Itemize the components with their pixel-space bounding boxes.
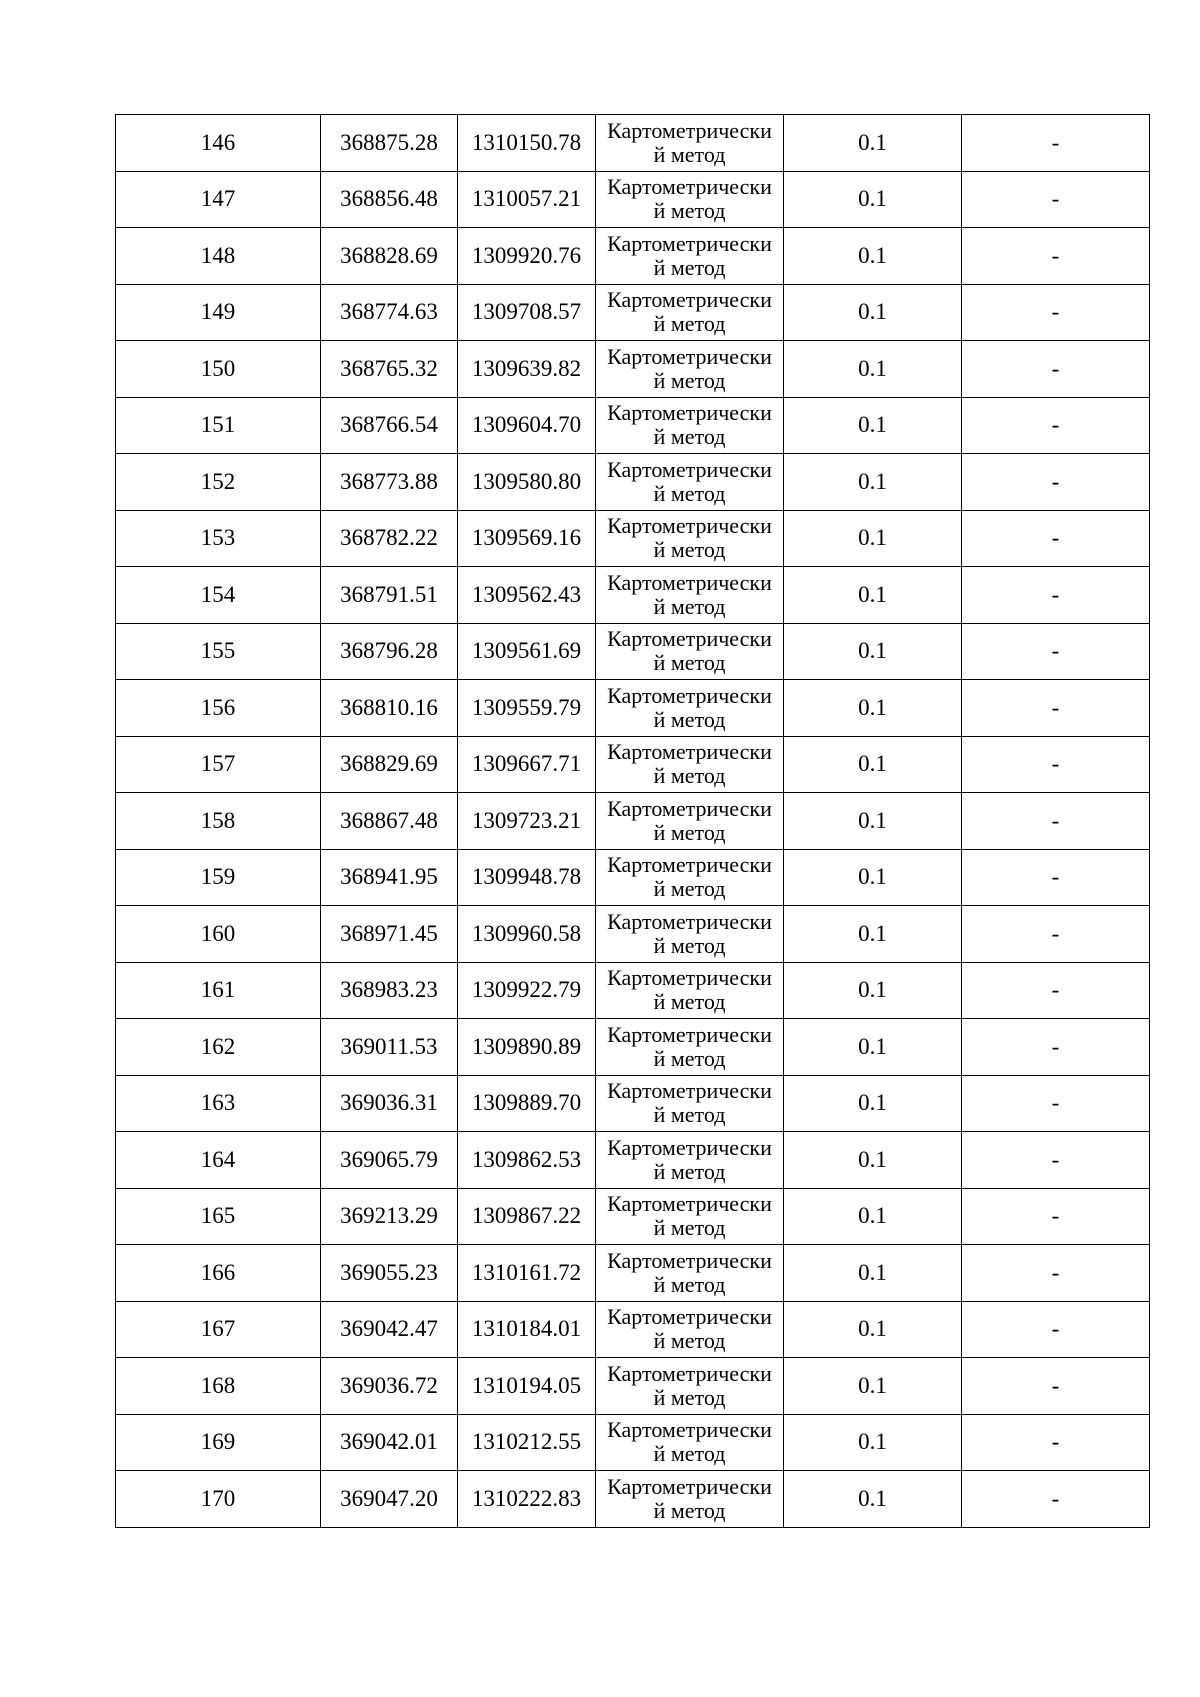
x-coordinate-cell: 368941.95	[321, 849, 458, 906]
x-coordinate-cell: 369065.79	[321, 1132, 458, 1189]
method-text-line-2: й метод	[653, 1271, 726, 1297]
point-number-cell: 165	[116, 1188, 321, 1245]
accuracy-cell: 0.1	[784, 567, 962, 624]
table-row	[116, 1301, 1150, 1358]
y-coordinate-cell: 1309889.70	[458, 1075, 596, 1132]
accuracy-cell: 0.1	[784, 1358, 962, 1415]
method-cell	[596, 623, 784, 680]
y-coordinate-cell: 1309604.70	[458, 397, 596, 454]
point-number-cell: 168	[116, 1358, 321, 1415]
note-cell: -	[962, 962, 1150, 1019]
accuracy-cell: 0.1	[784, 1075, 962, 1132]
x-coordinate-cell: 369036.72	[321, 1358, 458, 1415]
method-text-line-1: Картометрически	[607, 795, 772, 821]
accuracy-cell: 0.1	[784, 171, 962, 228]
method-cell	[596, 171, 784, 228]
y-coordinate-cell: 1309559.79	[458, 680, 596, 737]
method-cell	[596, 567, 784, 624]
table-row	[116, 567, 1150, 624]
x-coordinate-cell: 368791.51	[321, 567, 458, 624]
method-cell	[596, 906, 784, 963]
method-text-line-2: й метод	[653, 367, 726, 393]
accuracy-cell: 0.1	[784, 1132, 962, 1189]
method-cell	[596, 228, 784, 285]
note-cell: -	[962, 1019, 1150, 1076]
table-row	[116, 171, 1150, 228]
accuracy-cell: 0.1	[784, 1471, 962, 1528]
method-cell	[596, 1358, 784, 1415]
note-cell: -	[962, 1301, 1150, 1358]
accuracy-cell: 0.1	[784, 1414, 962, 1471]
y-coordinate-cell: 1310161.72	[458, 1245, 596, 1302]
note-cell: -	[962, 849, 1150, 906]
method-text-line-2: й метод	[653, 480, 726, 506]
y-coordinate-cell: 1309562.43	[458, 567, 596, 624]
method-text-line-2: й метод	[653, 254, 726, 280]
method-text-line-2: й метод	[653, 1045, 726, 1071]
table-row	[116, 228, 1150, 285]
accuracy-cell: 0.1	[784, 1301, 962, 1358]
y-coordinate-cell: 1310194.05	[458, 1358, 596, 1415]
accuracy-cell: 0.1	[784, 680, 962, 737]
point-number-cell: 162	[116, 1019, 321, 1076]
method-text-line-2: й метод	[653, 1102, 726, 1128]
accuracy-cell: 0.1	[784, 397, 962, 454]
y-coordinate-cell: 1309890.89	[458, 1019, 596, 1076]
y-coordinate-cell: 1309569.16	[458, 510, 596, 567]
table-row	[116, 680, 1150, 737]
method-text-line-1: Картометрически	[607, 343, 772, 369]
method-text-line-2: й метод	[653, 876, 726, 902]
method-text-line-2: й метод	[653, 1497, 726, 1523]
point-number-cell: 152	[116, 454, 321, 511]
note-cell: -	[962, 1132, 1150, 1189]
accuracy-cell: 0.1	[784, 736, 962, 793]
point-number-cell: 151	[116, 397, 321, 454]
note-cell: -	[962, 1358, 1150, 1415]
table-row	[116, 397, 1150, 454]
note-cell: -	[962, 906, 1150, 963]
method-text-line-1: Картометрически	[607, 1417, 772, 1443]
x-coordinate-cell: 369055.23	[321, 1245, 458, 1302]
table-row	[116, 962, 1150, 1019]
note-cell: -	[962, 736, 1150, 793]
x-coordinate-cell: 368971.45	[321, 906, 458, 963]
note-cell: -	[962, 397, 1150, 454]
x-coordinate-cell: 368828.69	[321, 228, 458, 285]
table-row	[116, 510, 1150, 567]
table-row	[116, 1358, 1150, 1415]
y-coordinate-cell: 1310150.78	[458, 115, 596, 172]
method-cell	[596, 1301, 784, 1358]
note-cell: -	[962, 680, 1150, 737]
method-cell	[596, 397, 784, 454]
note-cell: -	[962, 793, 1150, 850]
table-row	[116, 341, 1150, 398]
method-text-line-1: Картометрически	[607, 1304, 772, 1330]
method-cell	[596, 962, 784, 1019]
accuracy-cell: 0.1	[784, 115, 962, 172]
accuracy-cell: 0.1	[784, 1019, 962, 1076]
table-row	[116, 793, 1150, 850]
point-number-cell: 146	[116, 115, 321, 172]
table-row	[116, 1019, 1150, 1076]
note-cell: -	[962, 115, 1150, 172]
accuracy-cell: 0.1	[784, 510, 962, 567]
method-cell	[596, 1245, 784, 1302]
point-number-cell: 163	[116, 1075, 321, 1132]
method-text-line-1: Картометрически	[607, 569, 772, 595]
y-coordinate-cell: 1309667.71	[458, 736, 596, 793]
method-text-line-1: Картометрически	[607, 1191, 772, 1217]
point-number-cell: 161	[116, 962, 321, 1019]
x-coordinate-cell: 369036.31	[321, 1075, 458, 1132]
method-cell	[596, 510, 784, 567]
y-coordinate-cell: 1310222.83	[458, 1471, 596, 1528]
y-coordinate-cell: 1310057.21	[458, 171, 596, 228]
accuracy-cell: 0.1	[784, 1245, 962, 1302]
method-text-line-1: Картометрически	[607, 1134, 772, 1160]
note-cell: -	[962, 454, 1150, 511]
note-cell: -	[962, 284, 1150, 341]
table-row	[116, 849, 1150, 906]
accuracy-cell: 0.1	[784, 341, 962, 398]
y-coordinate-cell: 1309723.21	[458, 793, 596, 850]
method-text-line-2: й метод	[653, 1158, 726, 1184]
method-cell	[596, 1132, 784, 1189]
method-text-line-1: Картометрически	[607, 1078, 772, 1104]
note-cell: -	[962, 1414, 1150, 1471]
point-number-cell: 166	[116, 1245, 321, 1302]
table-row	[116, 1075, 1150, 1132]
method-cell	[596, 736, 784, 793]
method-cell	[596, 115, 784, 172]
method-text-line-1: Картометрически	[607, 400, 772, 426]
table-row	[116, 1132, 1150, 1189]
x-coordinate-cell: 368774.63	[321, 284, 458, 341]
method-text-line-2: й метод	[653, 1384, 726, 1410]
method-text-line-1: Картометрически	[607, 1360, 772, 1386]
point-number-cell: 150	[116, 341, 321, 398]
table-row	[116, 115, 1150, 172]
method-text-line-1: Картометрически	[607, 1021, 772, 1047]
accuracy-cell: 0.1	[784, 1188, 962, 1245]
accuracy-cell: 0.1	[784, 793, 962, 850]
method-text-line-2: й метод	[653, 198, 726, 224]
table-row	[116, 1414, 1150, 1471]
accuracy-cell: 0.1	[784, 454, 962, 511]
accuracy-cell: 0.1	[784, 962, 962, 1019]
y-coordinate-cell: 1309639.82	[458, 341, 596, 398]
point-number-cell: 154	[116, 567, 321, 624]
note-cell: -	[962, 510, 1150, 567]
method-text-line-2: й метод	[653, 537, 726, 563]
table-row	[116, 623, 1150, 680]
x-coordinate-cell: 368766.54	[321, 397, 458, 454]
note-cell: -	[962, 1245, 1150, 1302]
x-coordinate-cell: 368829.69	[321, 736, 458, 793]
note-cell: -	[962, 567, 1150, 624]
coordinates-table	[115, 114, 1150, 1528]
method-text-line-1: Картометрически	[607, 1247, 772, 1273]
method-cell	[596, 793, 784, 850]
point-number-cell: 153	[116, 510, 321, 567]
x-coordinate-cell: 368983.23	[321, 962, 458, 1019]
point-number-cell: 169	[116, 1414, 321, 1471]
method-cell	[596, 341, 784, 398]
x-coordinate-cell: 368773.88	[321, 454, 458, 511]
method-text-line-2: й метод	[653, 593, 726, 619]
table-row	[116, 1188, 1150, 1245]
table-row	[116, 736, 1150, 793]
x-coordinate-cell: 368856.48	[321, 171, 458, 228]
method-text-line-1: Картометрически	[607, 1473, 772, 1499]
note-cell: -	[962, 1075, 1150, 1132]
method-text-line-2: й метод	[653, 989, 726, 1015]
method-text-line-2: й метод	[653, 706, 726, 732]
method-cell	[596, 454, 784, 511]
method-text-line-2: й метод	[653, 1215, 726, 1241]
method-text-line-2: й метод	[653, 650, 726, 676]
method-text-line-1: Картометрически	[607, 117, 772, 143]
method-cell	[596, 1471, 784, 1528]
point-number-cell: 156	[116, 680, 321, 737]
point-number-cell: 167	[116, 1301, 321, 1358]
y-coordinate-cell: 1309862.53	[458, 1132, 596, 1189]
method-text-line-1: Картометрически	[607, 908, 772, 934]
y-coordinate-cell: 1309580.80	[458, 454, 596, 511]
x-coordinate-cell: 369213.29	[321, 1188, 458, 1245]
table-row	[116, 1245, 1150, 1302]
point-number-cell: 149	[116, 284, 321, 341]
x-coordinate-cell: 368875.28	[321, 115, 458, 172]
accuracy-cell: 0.1	[784, 906, 962, 963]
x-coordinate-cell: 368810.16	[321, 680, 458, 737]
note-cell: -	[962, 228, 1150, 285]
y-coordinate-cell: 1309867.22	[458, 1188, 596, 1245]
method-text-line-1: Картометрически	[607, 965, 772, 991]
method-cell	[596, 284, 784, 341]
point-number-cell: 148	[116, 228, 321, 285]
method-text-line-1: Картометрически	[607, 174, 772, 200]
table-body	[116, 115, 1150, 1528]
x-coordinate-cell: 369042.47	[321, 1301, 458, 1358]
y-coordinate-cell: 1309708.57	[458, 284, 596, 341]
table-row	[116, 284, 1150, 341]
point-number-cell: 164	[116, 1132, 321, 1189]
y-coordinate-cell: 1310212.55	[458, 1414, 596, 1471]
method-text-line-1: Картометрически	[607, 739, 772, 765]
x-coordinate-cell: 368796.28	[321, 623, 458, 680]
method-text-line-2: й метод	[653, 424, 726, 450]
method-text-line-1: Картометрически	[607, 287, 772, 313]
note-cell: -	[962, 171, 1150, 228]
y-coordinate-cell: 1309920.76	[458, 228, 596, 285]
note-cell: -	[962, 341, 1150, 398]
note-cell: -	[962, 1188, 1150, 1245]
y-coordinate-cell: 1310184.01	[458, 1301, 596, 1358]
accuracy-cell: 0.1	[784, 623, 962, 680]
method-text-line-1: Картометрически	[607, 626, 772, 652]
note-cell: -	[962, 623, 1150, 680]
method-text-line-2: й метод	[653, 311, 726, 337]
point-number-cell: 158	[116, 793, 321, 850]
x-coordinate-cell: 368765.32	[321, 341, 458, 398]
note-cell: -	[962, 1471, 1150, 1528]
point-number-cell: 159	[116, 849, 321, 906]
x-coordinate-cell: 368867.48	[321, 793, 458, 850]
method-text-line-2: й метод	[653, 1328, 726, 1354]
method-cell	[596, 849, 784, 906]
method-text-line-1: Картометрически	[607, 513, 772, 539]
method-cell	[596, 1414, 784, 1471]
method-text-line-1: Картометрически	[607, 230, 772, 256]
method-cell	[596, 1019, 784, 1076]
method-text-line-1: Картометрически	[607, 456, 772, 482]
accuracy-cell: 0.1	[784, 228, 962, 285]
point-number-cell: 157	[116, 736, 321, 793]
table-row	[116, 1471, 1150, 1528]
accuracy-cell: 0.1	[784, 849, 962, 906]
method-text-line-2: й метод	[653, 1441, 726, 1467]
method-text-line-2: й метод	[653, 932, 726, 958]
table-row	[116, 906, 1150, 963]
method-cell	[596, 680, 784, 737]
x-coordinate-cell: 368782.22	[321, 510, 458, 567]
method-text-line-2: й метод	[653, 819, 726, 845]
method-text-line-1: Картометрически	[607, 682, 772, 708]
point-number-cell: 160	[116, 906, 321, 963]
x-coordinate-cell: 369042.01	[321, 1414, 458, 1471]
point-number-cell: 147	[116, 171, 321, 228]
method-text-line-2: й метод	[653, 141, 726, 167]
point-number-cell: 170	[116, 1471, 321, 1528]
method-cell	[596, 1188, 784, 1245]
y-coordinate-cell: 1309960.58	[458, 906, 596, 963]
y-coordinate-cell: 1309561.69	[458, 623, 596, 680]
accuracy-cell: 0.1	[784, 284, 962, 341]
x-coordinate-cell: 369011.53	[321, 1019, 458, 1076]
method-cell	[596, 1075, 784, 1132]
x-coordinate-cell: 369047.20	[321, 1471, 458, 1528]
y-coordinate-cell: 1309922.79	[458, 962, 596, 1019]
y-coordinate-cell: 1309948.78	[458, 849, 596, 906]
point-number-cell: 155	[116, 623, 321, 680]
method-text-line-1: Картометрически	[607, 852, 772, 878]
table-row	[116, 454, 1150, 511]
method-text-line-2: й метод	[653, 763, 726, 789]
